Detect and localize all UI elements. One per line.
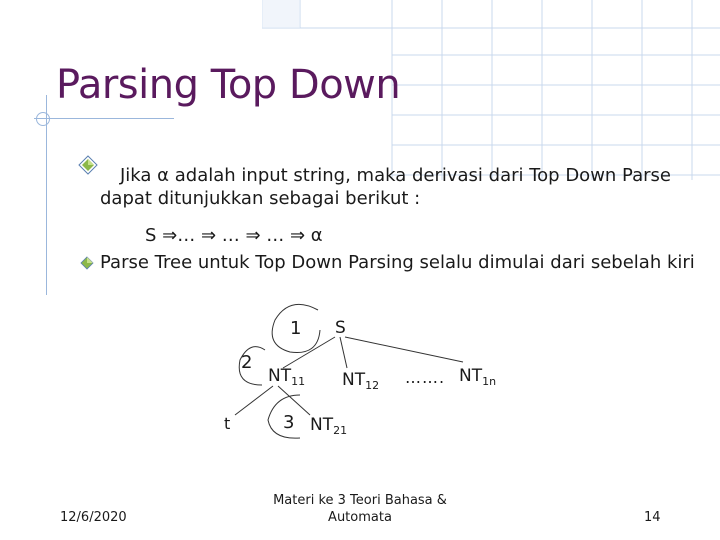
edge-nt11-nt21 [278,386,310,415]
nt1n-sub: 1n [482,375,497,388]
tree-node-nt12 [342,370,379,392]
nt11-sub: 11 [291,375,306,388]
derivation-formula: S ⇒… ⇒ … ⇒ … ⇒ α [145,225,323,246]
diamond-bullet-icon [80,256,94,270]
footer-course-line2: Automata [328,510,392,525]
nt12-sub: 12 [365,379,380,392]
guide-circle [36,112,50,126]
tree-leaf-t: t [224,414,231,433]
tree-step-3: 3 [283,412,295,433]
footer-course-line1: Materi ke 3 Teori Bahasa & [273,493,447,508]
slide-title: Parsing Top Down [56,62,401,108]
nt12-base: NT [342,370,366,390]
tree-root-s: S [335,318,346,338]
footer-date: 12/6/2020 [60,510,127,525]
edge-s-nt1n [345,337,463,362]
tree-step-2: 2 [241,352,253,373]
footer-page-number: 14 [644,510,661,525]
edge-s-nt11 [283,337,335,368]
nt1n-base: NT [459,366,483,386]
tree-node-nt11 [268,366,305,388]
footer-course [270,492,450,526]
tree-step-1: 1 [290,318,302,339]
bullet1-line2: dapat ditunjukkan sebagai berikut : [100,188,421,209]
nt11-base: NT [268,366,292,386]
nt21-base: NT [310,415,334,435]
edge-nt11-t [235,386,273,415]
bullet2-text: Parse Tree untuk Top Down Parsing selalu dimulai dari sebelah kiri [100,252,695,273]
tree-node-nt1n [459,366,496,388]
nt21-sub: 21 [333,424,348,437]
edge-s-nt12 [340,337,347,368]
tree-dots: ……. [405,368,446,387]
guide-horizontal-line [34,118,174,119]
diamond-bullet-icon [78,155,98,175]
tree-node-nt21 [310,415,347,437]
bullet1-line1: Jika α adalah input string, maka derivasi dari Top Down Parse [120,165,671,186]
